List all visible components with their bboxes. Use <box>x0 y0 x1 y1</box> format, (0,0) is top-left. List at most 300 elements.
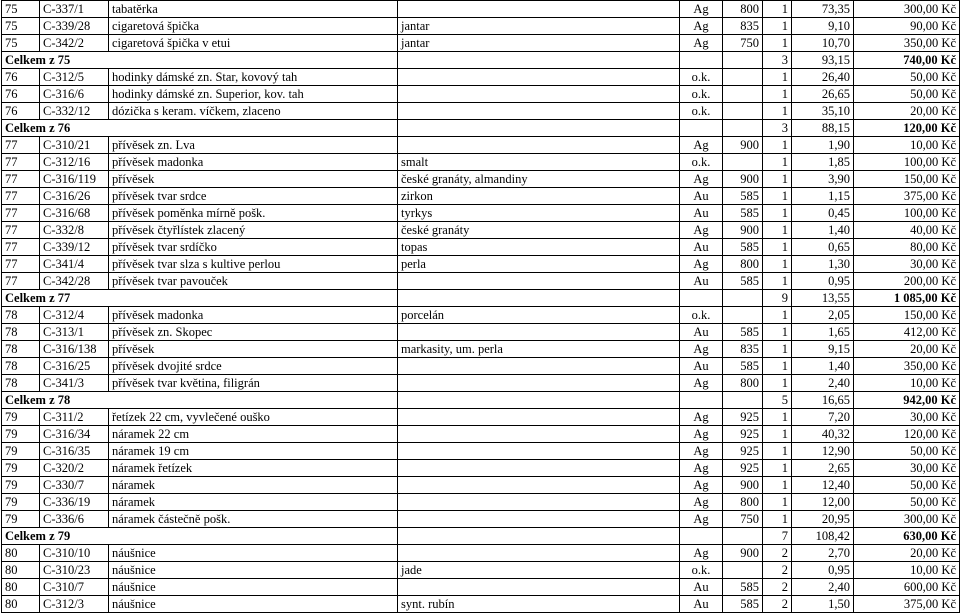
metal-cell: Au <box>680 273 723 290</box>
metal-cell: o.k. <box>680 154 723 171</box>
weight-cell: 1,30 <box>792 256 854 273</box>
code-cell: C-310/23 <box>40 562 109 579</box>
material-cell <box>398 494 680 511</box>
subtotal-label: Celkem z 79 <box>2 528 398 545</box>
code-cell: C-342/28 <box>40 273 109 290</box>
item-name-cell: náramek 22 cm <box>109 426 398 443</box>
item-name-cell: náramek <box>109 477 398 494</box>
weight-cell: 1,15 <box>792 188 854 205</box>
lot-cell: 77 <box>2 154 40 171</box>
fineness-cell <box>723 120 763 137</box>
quantity-cell: 3 <box>763 52 792 69</box>
price-cell: 30,00 Kč <box>854 409 960 426</box>
lot-cell: 77 <box>2 137 40 154</box>
price-cell: 50,00 Kč <box>854 494 960 511</box>
lot-cell: 77 <box>2 188 40 205</box>
weight-cell: 26,65 <box>792 86 854 103</box>
fineness-cell <box>723 86 763 103</box>
code-cell: C-316/6 <box>40 86 109 103</box>
weight-cell: 10,70 <box>792 35 854 52</box>
price-cell: 350,00 Kč <box>854 35 960 52</box>
price-cell: 50,00 Kč <box>854 477 960 494</box>
material-cell <box>398 545 680 562</box>
code-cell: C-316/119 <box>40 171 109 188</box>
fineness-cell: 925 <box>723 426 763 443</box>
item-name-cell: přívěsek <box>109 171 398 188</box>
fineness-cell: 750 <box>723 35 763 52</box>
item-name-cell: náušnice <box>109 545 398 562</box>
metal-cell: Au <box>680 324 723 341</box>
item-name-cell: přívěsek tvar srdce <box>109 188 398 205</box>
price-cell: 200,00 Kč <box>854 273 960 290</box>
price-cell: 40,00 Kč <box>854 222 960 239</box>
code-cell: C-337/1 <box>40 1 109 18</box>
quantity-cell: 1 <box>763 137 792 154</box>
fineness-cell: 585 <box>723 596 763 613</box>
item-name-cell: přívěsek zn. Lva <box>109 137 398 154</box>
quantity-cell: 1 <box>763 86 792 103</box>
fineness-cell <box>723 528 763 545</box>
lot-cell: 80 <box>2 596 40 613</box>
material-cell <box>398 86 680 103</box>
material-cell <box>398 460 680 477</box>
code-cell: C-316/138 <box>40 341 109 358</box>
metal-cell: Ag <box>680 341 723 358</box>
material-cell: české granáty, almandiny <box>398 171 680 188</box>
table-row <box>2 154 960 171</box>
material-cell <box>398 443 680 460</box>
subtotal-row <box>2 120 960 137</box>
lot-cell: 77 <box>2 222 40 239</box>
item-name-cell: přívěsek <box>109 341 398 358</box>
lot-cell: 80 <box>2 579 40 596</box>
table-row <box>2 443 960 460</box>
quantity-cell: 1 <box>763 69 792 86</box>
quantity-cell: 1 <box>763 358 792 375</box>
weight-cell: 12,00 <box>792 494 854 511</box>
metal-cell: Au <box>680 596 723 613</box>
material-cell <box>398 409 680 426</box>
table-row <box>2 358 960 375</box>
material-cell <box>398 137 680 154</box>
table-row <box>2 256 960 273</box>
material-cell <box>398 290 680 307</box>
material-cell <box>398 103 680 120</box>
code-cell: C-339/12 <box>40 239 109 256</box>
item-name-cell: cigaretová špička v etui <box>109 35 398 52</box>
lot-cell: 78 <box>2 375 40 392</box>
weight-cell: 7,20 <box>792 409 854 426</box>
metal-cell: o.k. <box>680 103 723 120</box>
code-cell: C-330/7 <box>40 477 109 494</box>
table-row <box>2 239 960 256</box>
quantity-cell: 1 <box>763 324 792 341</box>
item-name-cell: přívěsek madonka <box>109 154 398 171</box>
code-cell: C-310/10 <box>40 545 109 562</box>
lot-cell: 78 <box>2 341 40 358</box>
quantity-cell: 2 <box>763 562 792 579</box>
material-cell <box>398 477 680 494</box>
table-row <box>2 562 960 579</box>
weight-cell: 2,40 <box>792 375 854 392</box>
code-cell: C-316/34 <box>40 426 109 443</box>
metal-cell: Au <box>680 205 723 222</box>
subtotal-row <box>2 52 960 69</box>
fineness-cell <box>723 392 763 409</box>
weight-cell: 2,70 <box>792 545 854 562</box>
weight-cell: 108,42 <box>792 528 854 545</box>
metal-cell: Au <box>680 239 723 256</box>
lot-cell: 78 <box>2 358 40 375</box>
price-cell: 30,00 Kč <box>854 460 960 477</box>
price-cell: 10,00 Kč <box>854 562 960 579</box>
fineness-cell: 800 <box>723 1 763 18</box>
fineness-cell: 925 <box>723 443 763 460</box>
metal-cell: o.k. <box>680 562 723 579</box>
metal-cell: Ag <box>680 477 723 494</box>
quantity-cell: 7 <box>763 528 792 545</box>
price-cell: 50,00 Kč <box>854 443 960 460</box>
quantity-cell: 1 <box>763 460 792 477</box>
material-cell <box>398 375 680 392</box>
weight-cell: 0,65 <box>792 239 854 256</box>
fineness-cell: 800 <box>723 494 763 511</box>
table-row <box>2 511 960 528</box>
item-name-cell: hodinky dámské zn. Superior, kov. tah <box>109 86 398 103</box>
table-row <box>2 69 960 86</box>
fineness-cell <box>723 154 763 171</box>
inventory-table-body <box>2 1 960 613</box>
metal-cell: Ag <box>680 375 723 392</box>
lot-cell: 78 <box>2 307 40 324</box>
material-cell <box>398 273 680 290</box>
fineness-cell: 800 <box>723 256 763 273</box>
metal-cell: Au <box>680 188 723 205</box>
code-cell: C-310/21 <box>40 137 109 154</box>
item-name-cell: cigaretová špička <box>109 18 398 35</box>
item-name-cell: přívěsek tvar slza s kultive perlou <box>109 256 398 273</box>
price-cell: 10,00 Kč <box>854 375 960 392</box>
lot-cell: 78 <box>2 324 40 341</box>
table-row <box>2 596 960 613</box>
table-row <box>2 307 960 324</box>
code-cell: C-312/16 <box>40 154 109 171</box>
lot-cell: 80 <box>2 545 40 562</box>
weight-cell: 1,40 <box>792 358 854 375</box>
code-cell: C-320/2 <box>40 460 109 477</box>
lot-cell: 79 <box>2 460 40 477</box>
quantity-cell: 9 <box>763 290 792 307</box>
weight-cell: 3,90 <box>792 171 854 188</box>
metal-cell: Ag <box>680 222 723 239</box>
table-row <box>2 137 960 154</box>
metal-cell: Ag <box>680 256 723 273</box>
price-cell: 300,00 Kč <box>854 511 960 528</box>
item-name-cell: náramek řetízek <box>109 460 398 477</box>
quantity-cell: 1 <box>763 426 792 443</box>
table-row <box>2 188 960 205</box>
quantity-cell: 1 <box>763 1 792 18</box>
metal-cell: Ag <box>680 409 723 426</box>
fineness-cell: 900 <box>723 222 763 239</box>
fineness-cell: 585 <box>723 273 763 290</box>
code-cell: C-316/35 <box>40 443 109 460</box>
item-name-cell: přívěsek tvar srdíčko <box>109 239 398 256</box>
item-name-cell: přívěsek čtyřlístek zlacený <box>109 222 398 239</box>
material-cell: jantar <box>398 35 680 52</box>
table-row <box>2 103 960 120</box>
lot-cell: 77 <box>2 171 40 188</box>
price-cell: 375,00 Kč <box>854 188 960 205</box>
metal-cell: o.k. <box>680 69 723 86</box>
metal-cell: o.k. <box>680 307 723 324</box>
metal-cell: Ag <box>680 426 723 443</box>
price-cell: 412,00 Kč <box>854 324 960 341</box>
table-row <box>2 426 960 443</box>
material-cell: zirkon <box>398 188 680 205</box>
fineness-cell: 900 <box>723 137 763 154</box>
quantity-cell: 1 <box>763 341 792 358</box>
table-row <box>2 494 960 511</box>
fineness-cell: 750 <box>723 511 763 528</box>
metal-cell <box>680 290 723 307</box>
fineness-cell: 900 <box>723 545 763 562</box>
metal-cell: Ag <box>680 137 723 154</box>
fineness-cell <box>723 69 763 86</box>
material-cell <box>398 392 680 409</box>
fineness-cell: 585 <box>723 358 763 375</box>
price-cell: 50,00 Kč <box>854 69 960 86</box>
weight-cell: 13,55 <box>792 290 854 307</box>
material-cell <box>398 52 680 69</box>
weight-cell: 40,32 <box>792 426 854 443</box>
lot-cell: 79 <box>2 511 40 528</box>
material-cell <box>398 579 680 596</box>
weight-cell: 16,65 <box>792 392 854 409</box>
price-cell: 150,00 Kč <box>854 307 960 324</box>
material-cell <box>398 69 680 86</box>
table-row <box>2 341 960 358</box>
fineness-cell: 585 <box>723 239 763 256</box>
item-name-cell: přívěsek tvar pavouček <box>109 273 398 290</box>
item-name-cell: náramek <box>109 494 398 511</box>
quantity-cell: 3 <box>763 120 792 137</box>
code-cell: C-312/4 <box>40 307 109 324</box>
price-cell: 90,00 Kč <box>854 18 960 35</box>
code-cell: C-310/7 <box>40 579 109 596</box>
quantity-cell: 1 <box>763 477 792 494</box>
metal-cell: Ag <box>680 35 723 52</box>
lot-cell: 76 <box>2 86 40 103</box>
code-cell: C-332/8 <box>40 222 109 239</box>
price-cell: 20,00 Kč <box>854 341 960 358</box>
quantity-cell: 1 <box>763 443 792 460</box>
subtotal-label: Celkem z 77 <box>2 290 398 307</box>
weight-cell: 2,05 <box>792 307 854 324</box>
quantity-cell: 1 <box>763 188 792 205</box>
item-name-cell: přívěsek zn. Skopec <box>109 324 398 341</box>
price-cell: 740,00 Kč <box>854 52 960 69</box>
quantity-cell: 1 <box>763 494 792 511</box>
metal-cell: Ag <box>680 1 723 18</box>
material-cell: smalt <box>398 154 680 171</box>
material-cell: jade <box>398 562 680 579</box>
table-row <box>2 35 960 52</box>
item-name-cell: přívěsek tvar květina, filigrán <box>109 375 398 392</box>
lot-cell: 75 <box>2 18 40 35</box>
item-name-cell: náramek 19 cm <box>109 443 398 460</box>
lot-cell: 77 <box>2 273 40 290</box>
lot-cell: 75 <box>2 1 40 18</box>
table-row <box>2 205 960 222</box>
item-name-cell: náušnice <box>109 579 398 596</box>
weight-cell: 93,15 <box>792 52 854 69</box>
table-row <box>2 86 960 103</box>
price-cell: 600,00 Kč <box>854 579 960 596</box>
code-cell: C-339/28 <box>40 18 109 35</box>
table-row <box>2 579 960 596</box>
fineness-cell <box>723 290 763 307</box>
metal-cell <box>680 120 723 137</box>
lot-cell: 75 <box>2 35 40 52</box>
item-name-cell: přívěsek poměnka mírně pošk. <box>109 205 398 222</box>
metal-cell: Ag <box>680 545 723 562</box>
code-cell: C-332/12 <box>40 103 109 120</box>
material-cell <box>398 120 680 137</box>
metal-cell <box>680 52 723 69</box>
price-cell: 20,00 Kč <box>854 545 960 562</box>
material-cell: tyrkys <box>398 205 680 222</box>
price-cell: 20,00 Kč <box>854 103 960 120</box>
quantity-cell: 1 <box>763 375 792 392</box>
price-cell: 120,00 Kč <box>854 120 960 137</box>
fineness-cell <box>723 307 763 324</box>
quantity-cell: 1 <box>763 307 792 324</box>
quantity-cell: 1 <box>763 511 792 528</box>
metal-cell: Au <box>680 579 723 596</box>
item-name-cell: dózička s keram. víčkem, zlaceno <box>109 103 398 120</box>
metal-cell: Ag <box>680 171 723 188</box>
price-cell: 350,00 Kč <box>854 358 960 375</box>
quantity-cell: 1 <box>763 222 792 239</box>
price-cell: 30,00 Kč <box>854 256 960 273</box>
quantity-cell: 1 <box>763 18 792 35</box>
subtotal-label: Celkem z 75 <box>2 52 398 69</box>
subtotal-row <box>2 290 960 307</box>
material-cell <box>398 426 680 443</box>
weight-cell: 2,65 <box>792 460 854 477</box>
table-row <box>2 409 960 426</box>
weight-cell: 0,95 <box>792 273 854 290</box>
quantity-cell: 1 <box>763 256 792 273</box>
metal-cell: Au <box>680 358 723 375</box>
subtotal-row <box>2 392 960 409</box>
lot-cell: 79 <box>2 426 40 443</box>
quantity-cell: 1 <box>763 273 792 290</box>
price-cell: 120,00 Kč <box>854 426 960 443</box>
fineness-cell: 835 <box>723 18 763 35</box>
item-name-cell: přívěsek madonka <box>109 307 398 324</box>
price-cell: 942,00 Kč <box>854 392 960 409</box>
weight-cell: 1,90 <box>792 137 854 154</box>
weight-cell: 0,45 <box>792 205 854 222</box>
material-cell: perla <box>398 256 680 273</box>
code-cell: C-342/2 <box>40 35 109 52</box>
lot-cell: 76 <box>2 103 40 120</box>
fineness-cell: 835 <box>723 341 763 358</box>
item-name-cell: tabatěrka <box>109 1 398 18</box>
price-cell: 1 085,00 Kč <box>854 290 960 307</box>
weight-cell: 12,90 <box>792 443 854 460</box>
table-row <box>2 375 960 392</box>
table-row <box>2 171 960 188</box>
quantity-cell: 1 <box>763 205 792 222</box>
code-cell: C-336/6 <box>40 511 109 528</box>
price-cell: 100,00 Kč <box>854 205 960 222</box>
lot-cell: 79 <box>2 409 40 426</box>
fineness-cell <box>723 52 763 69</box>
weight-cell: 2,40 <box>792 579 854 596</box>
table-row <box>2 1 960 18</box>
code-cell: C-316/26 <box>40 188 109 205</box>
table-row <box>2 477 960 494</box>
lot-cell: 77 <box>2 256 40 273</box>
material-cell <box>398 358 680 375</box>
price-cell: 375,00 Kč <box>854 596 960 613</box>
metal-cell: Ag <box>680 443 723 460</box>
quantity-cell: 1 <box>763 171 792 188</box>
code-cell: C-316/68 <box>40 205 109 222</box>
weight-cell: 88,15 <box>792 120 854 137</box>
material-cell: topas <box>398 239 680 256</box>
fineness-cell: 925 <box>723 409 763 426</box>
lot-cell: 77 <box>2 239 40 256</box>
metal-cell: Ag <box>680 460 723 477</box>
item-name-cell: náušnice <box>109 562 398 579</box>
material-cell: jantar <box>398 18 680 35</box>
item-name-cell: náramek částečně pošk. <box>109 511 398 528</box>
code-cell: C-341/3 <box>40 375 109 392</box>
price-cell: 10,00 Kč <box>854 137 960 154</box>
metal-cell: Ag <box>680 18 723 35</box>
weight-cell: 1,85 <box>792 154 854 171</box>
table-row <box>2 18 960 35</box>
fineness-cell: 800 <box>723 375 763 392</box>
weight-cell: 12,40 <box>792 477 854 494</box>
subtotal-row <box>2 528 960 545</box>
quantity-cell: 2 <box>763 545 792 562</box>
code-cell: C-341/4 <box>40 256 109 273</box>
lot-cell: 79 <box>2 443 40 460</box>
fineness-cell: 585 <box>723 205 763 222</box>
material-cell <box>398 1 680 18</box>
material-cell: markasity, um. perla <box>398 341 680 358</box>
quantity-cell: 2 <box>763 579 792 596</box>
lot-cell: 79 <box>2 494 40 511</box>
code-cell: C-311/2 <box>40 409 109 426</box>
material-cell <box>398 324 680 341</box>
weight-cell: 1,65 <box>792 324 854 341</box>
quantity-cell: 1 <box>763 409 792 426</box>
item-name-cell: řetízek 22 cm, vyvlečené ouško <box>109 409 398 426</box>
quantity-cell: 5 <box>763 392 792 409</box>
table-row <box>2 222 960 239</box>
code-cell: C-336/19 <box>40 494 109 511</box>
price-cell: 150,00 Kč <box>854 171 960 188</box>
fineness-cell <box>723 562 763 579</box>
price-cell: 300,00 Kč <box>854 1 960 18</box>
code-cell: C-313/1 <box>40 324 109 341</box>
